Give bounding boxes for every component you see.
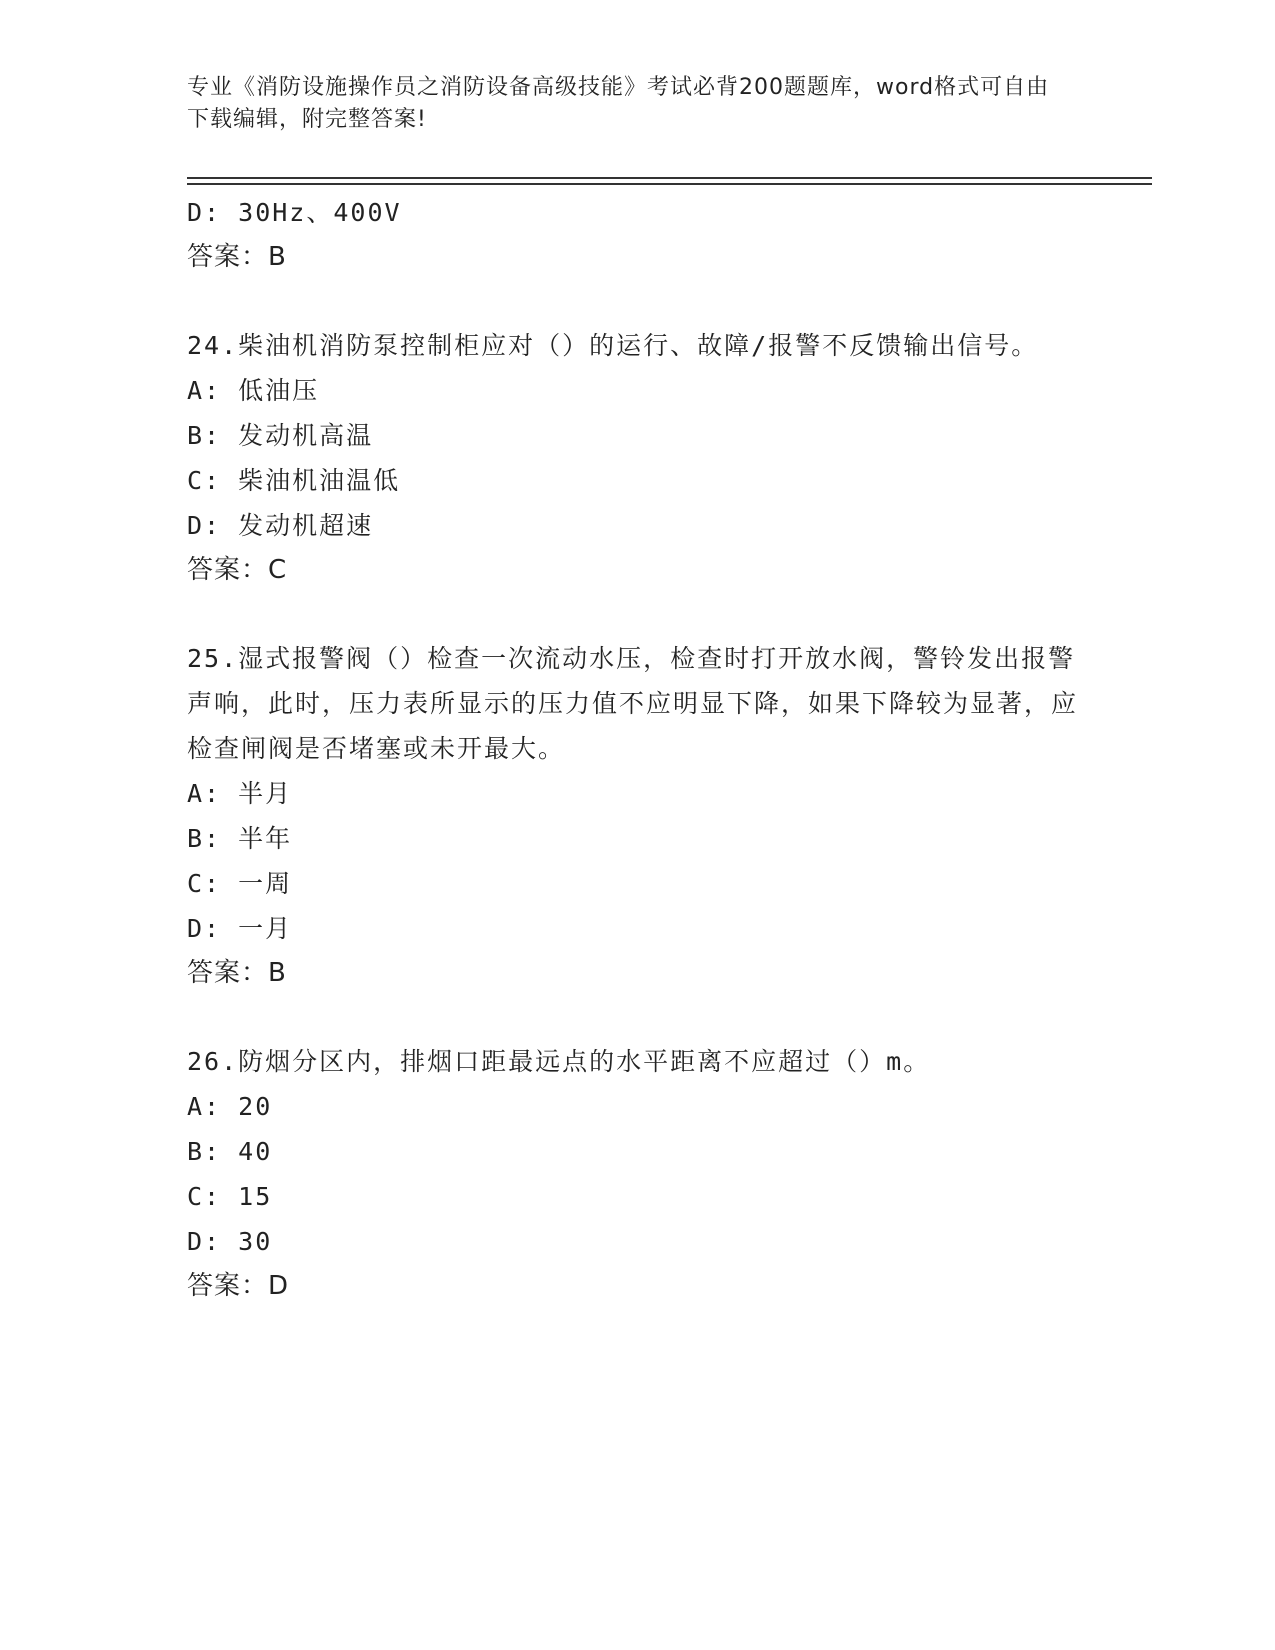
question-block-partial [187,190,1087,280]
answer-line: 答案：B [187,242,287,272]
question-text: 24.柴油机消防泵控制柜应对（）的运行、故障/报警不反馈输出信号。 [187,331,1039,360]
document-title: 专业《消防设施操作员之消防设备高级技能》考试必背200题题库，word格式可自由下载编辑，附完整答案! [187,75,1050,132]
option-c: C: 一周 [187,869,293,898]
question-block-25 [187,636,1087,996]
question-block-24 [187,323,1087,593]
document-body [187,190,1087,1309]
option-b: B: 40 [187,1137,273,1166]
answer-line: 答案：C [187,555,288,585]
option-a: A: 半月 [187,779,293,808]
question-block-26 [187,1039,1087,1309]
page-header [187,72,1067,136]
question-text: 26.防烟分区内，排烟口距最远点的水平距离不应超过（）m。 [187,1047,931,1076]
option-d: D: 发动机超速 [187,511,374,540]
option-d: D: 30Hz、400V [187,198,402,227]
option-c: C: 柴油机油温低 [187,466,401,495]
option-d: D: 30 [187,1227,273,1256]
question-text: 25.湿式报警阀（）检查一次流动水压，检查时打开放水阀，警铃发出报警声响，此时，压力表所显示的压力值不应明显下降，如果下降较为显著，应检查闸阀是否堵塞或未开最大。 [187,644,1079,763]
option-a: A: 低油压 [187,376,320,405]
option-c: C: 15 [187,1182,273,1211]
option-b: B: 半年 [187,824,293,853]
answer-line: 答案：D [187,1271,290,1301]
option-d: D: 一月 [187,914,293,943]
option-a: A: 20 [187,1092,273,1121]
header-divider-bottom [187,183,1152,185]
option-b: B: 发动机高温 [187,421,374,450]
header-divider-top [187,177,1152,179]
answer-line: 答案：B [187,958,287,988]
